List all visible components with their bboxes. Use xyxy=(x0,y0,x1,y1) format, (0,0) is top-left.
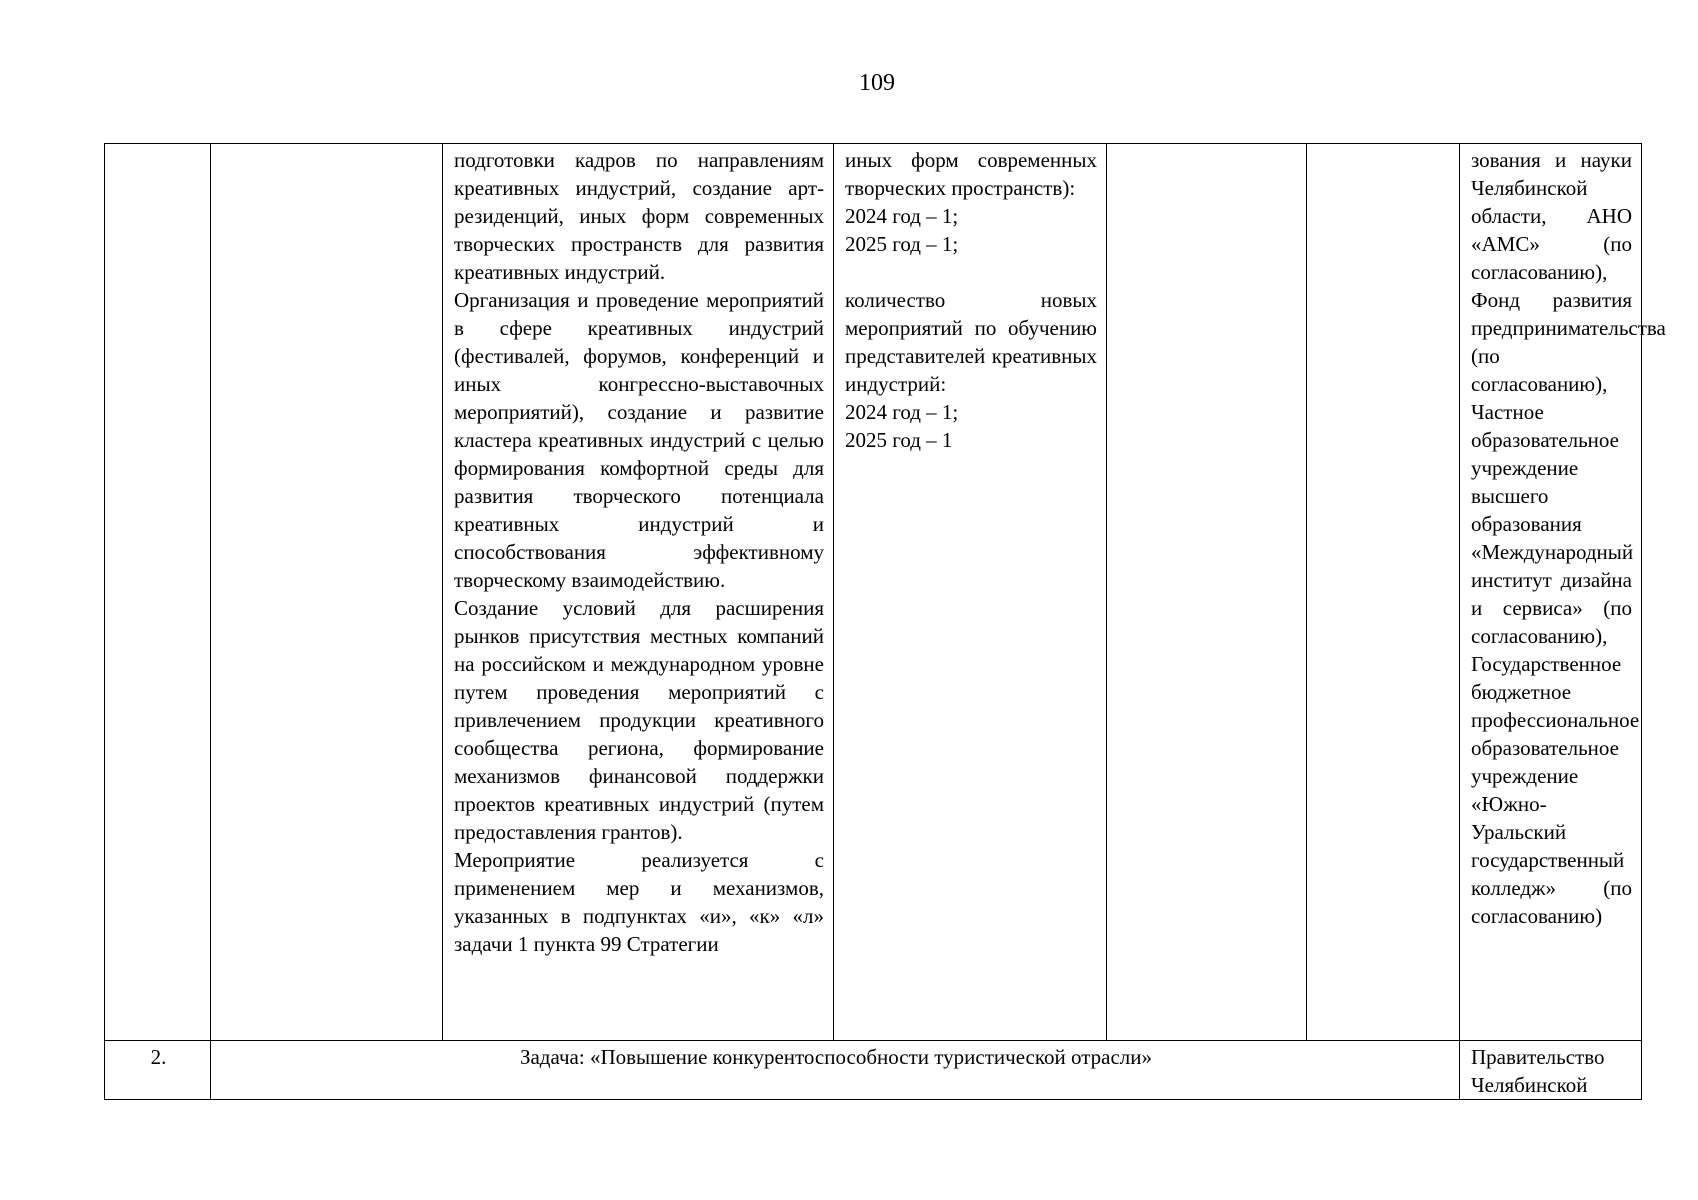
responsible-text: Правительство Челябинской xyxy=(1471,1045,1605,1097)
indicator-text: иных форм современных творческих пространств): xyxy=(845,148,1097,200)
empty-cell xyxy=(1107,144,1307,1041)
task-title-cell: Задача: «Повышение конкурентоспособности туристической отрасли» xyxy=(211,1041,1460,1100)
measure-name-cell xyxy=(211,144,443,1041)
description-paragraph: подготовки кадров по направлениям креативных индустрий, создание арт-резиденций, иных форм современных творческих пространств для развития креативных индустрий. xyxy=(454,148,824,284)
row-number-cell: 2. xyxy=(105,1041,211,1100)
responsible-cell xyxy=(1460,144,1666,1041)
responsible-cell xyxy=(1460,1041,1642,1100)
table-row xyxy=(105,144,1642,1041)
description-paragraph: Создание условий для расширения рынков присутствия местных компаний на российском и международном уровне путем проведения мероприятий с привлечением продукции креативного сообщества региона, формирование механизмов финансовой поддержки проектов креативных индустрий (путем предоставления грантов). xyxy=(454,596,824,844)
page-number: 109 xyxy=(859,70,895,96)
indicator-year-value: 2025 год – 1; xyxy=(845,232,959,256)
indicator-year-value: 2024 год – 1; xyxy=(845,204,959,228)
responsible-text: зования и науки Челябинской области, АНО «АМС» (по согласованию), Фонд развития предпринимательства (по согласованию), Частное образовательное учреждение высшего образования «Международный институт дизайна и сервиса» (по согласованию), Государственное бюджетное профессиональное образовательное учреждение «Южно-Уральский государственный колледж» (по согласованию) xyxy=(1471,148,1666,928)
table-row xyxy=(105,1041,1642,1100)
measures-table xyxy=(104,143,1666,1100)
description-paragraph: Организация и проведение мероприятий в сфере креативных индустрий (фестивалей, форумов, конференций и иных конгрессно-выставочных мероприятий), создание и развитие кластера креативных индустрий с целью формирования комфортной среды для развития творческого потенциала креативных индустрий и способствования эффективному творческому взаимодействию. xyxy=(454,288,824,592)
description-paragraph: Мероприятие реализуется с применением мер и механизмов, указанных в подпунктах «и», «к» «л» задачи 1 пункта 99 Стратегии xyxy=(454,848,824,956)
indicator-text: количество новых мероприятий по обучению представителей креативных индустрий: xyxy=(845,288,1097,396)
indicators-cell xyxy=(834,144,1107,1041)
indicator-year-value: 2025 год – 1 xyxy=(845,428,953,452)
empty-cell xyxy=(1307,144,1460,1041)
measure-description-cell xyxy=(443,144,834,1041)
indicator-year-value: 2024 год – 1; xyxy=(845,400,959,424)
row-number-cell xyxy=(105,144,211,1041)
